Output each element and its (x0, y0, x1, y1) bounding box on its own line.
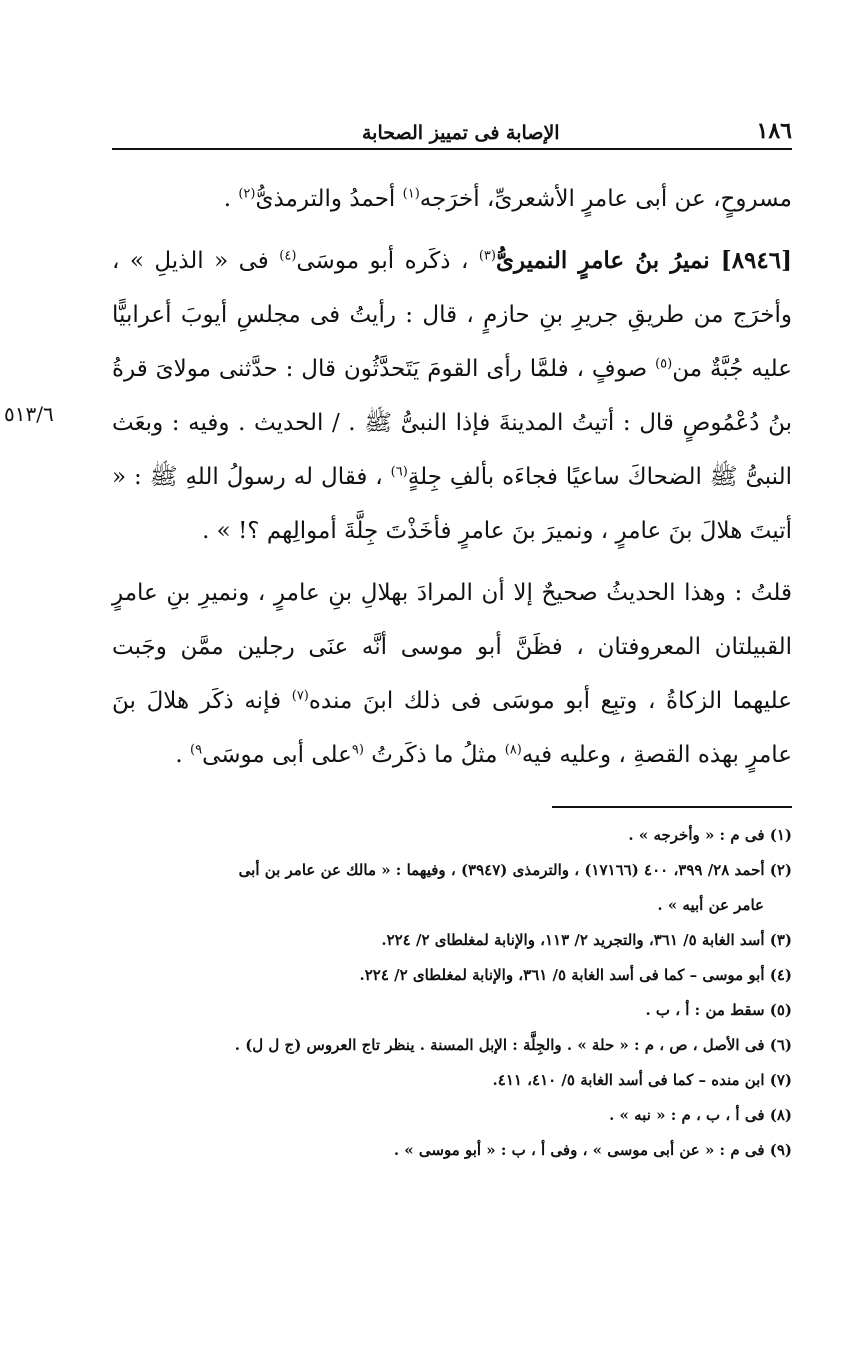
text-span: ، فقال له رسولُ اللهِ ﷺ : « أتيتَ هلالَ بنَ عامرٍ ، ونميرَ بنَ عامرٍ فأخَذْتَ جِلَّةَ أموالِهم ؟! » . (112, 464, 792, 544)
footnote-rule (552, 806, 792, 808)
footnote-marker: (٥) (655, 356, 673, 372)
text-span: صوفٍ ، فلمَّا رأى القومَ يَتَحدَّثُون قال : حدَّثنى مولاىَ قرةُ بنُ دُعْمُوصٍ قال : أتيتُ المدينةَ فإذا النبىُّ ﷺ . / الحديث . وفيه : وبعَث النبىُّ ﷺ الضحاكَ ساعيًا فجاءَه بألفِ جِلةٍ (112, 356, 792, 490)
footnote-marker: (٢) (238, 186, 256, 202)
text-span: فإنه ذكَر هلالَ بنَ عامرٍ بهذه القصةِ ، وعليه فيه (112, 688, 792, 768)
text-span: فى « الذيلِ » ، وأخرَج من طريقِ جريرِ بنِ حازمٍ ، قال : رأيتُ فى مجلسِ أيوبَ أعرابيًّا عليه جُبَّةٌ من (112, 248, 792, 382)
footnote-4: (٤) أبو موسى – كما فى أسد الغابة ٥/ ٣٦١، والإنابة لمغلطاى ٢/ ٢٢٤. (359, 966, 792, 984)
text-span: أحمدُ والترمذىُّ (255, 186, 403, 212)
margin-reference: ٥١٣/٦ (4, 402, 54, 426)
footnote-marker: (٦) (390, 464, 408, 480)
text-span: مسروحٍ، عن أبى عامرٍ الأشعرىِّ، أخرَجه (419, 186, 792, 212)
footnote-8: (٨) فى أ ، ب ، م : « نبه » . (609, 1106, 792, 1124)
running-title: الإصابة فى تمييز الصحابة (362, 122, 560, 144)
footnote-marker: (٣) (478, 248, 496, 264)
main-text (112, 172, 792, 782)
footnote-2-continued: عامر عن أبيه » . (657, 896, 764, 914)
page-number: ١٨٦ (756, 118, 792, 144)
text-span: ، ذكَره أبو موسَى (296, 248, 479, 274)
text-span: قلتُ : وهذا الحديثُ صحيحٌ إلا أن المرادَ بهلالِ بنِ عامرٍ ، ونميرِ بنِ عامرٍ القبيلتان المعروفتان ، فظَنَّ أبو موسى أنَّه عنَى رجلين ممَّن وجَبت عليهما الزكاةُ ، وتبِع أبو موسَى فى ذلك ابنَ منده (112, 580, 792, 714)
footnote-marker: ٩) (190, 742, 203, 758)
footnote-marker: (٩ (351, 742, 364, 758)
page-header (112, 96, 792, 144)
footnote-9: (٩) فى م : « عن أبى موسى » ، وفى أ ، ب : « أبو موسى » . (393, 1141, 792, 1159)
footnote-6: (٦) فى الأصل ، ص ، م : « حلة » . والجِلَّة : الإبل المسنة . ينظر تاج العروس (ج ل ل) . (234, 1036, 792, 1054)
paragraph-continuation (112, 172, 792, 226)
footnote-marker: (١) (402, 186, 420, 202)
footnote-marker: (٤) (279, 248, 297, 264)
text-span: . (223, 186, 239, 212)
footnote-7: (٧) ابن منده – كما فى أسد الغابة ٥/ ٤١٠، ٤١١. (492, 1071, 792, 1089)
commentary-paragraph (112, 566, 792, 782)
footnote-1: (١) فى م : « وأخرجه » . (628, 826, 792, 844)
footnote-marker: (٧) (291, 688, 309, 704)
text-span: مثلُ ما ذكَرتُ (363, 742, 505, 768)
entry-heading: [٨٩٤٦] نميرُ بنُ عامرٍ النميرىُّ (495, 247, 792, 274)
entry-paragraph (112, 234, 792, 558)
text-span: . (175, 742, 191, 768)
text-span: على أبى موسَى (202, 742, 352, 768)
footnote-2: (٢) أحمد ٢٨/ ٣٩٩، ٤٠٠ (١٧١٦٦) ، والترمذى (٣٩٤٧) ، وفيهما : « مالك عن عامر بن أبى (238, 861, 792, 879)
footnotes (112, 818, 792, 1168)
header-rule (112, 148, 792, 150)
footnote-3: (٣) أسد الغابة ٥/ ٣٦١، والتجريد ٢/ ١١٣، والإنابة لمغلطاى ٢/ ٢٢٤. (381, 931, 792, 949)
footnote-marker: (٨) (504, 742, 522, 758)
footnote-5: (٥) سقط من : أ ، ب . (645, 1001, 792, 1019)
